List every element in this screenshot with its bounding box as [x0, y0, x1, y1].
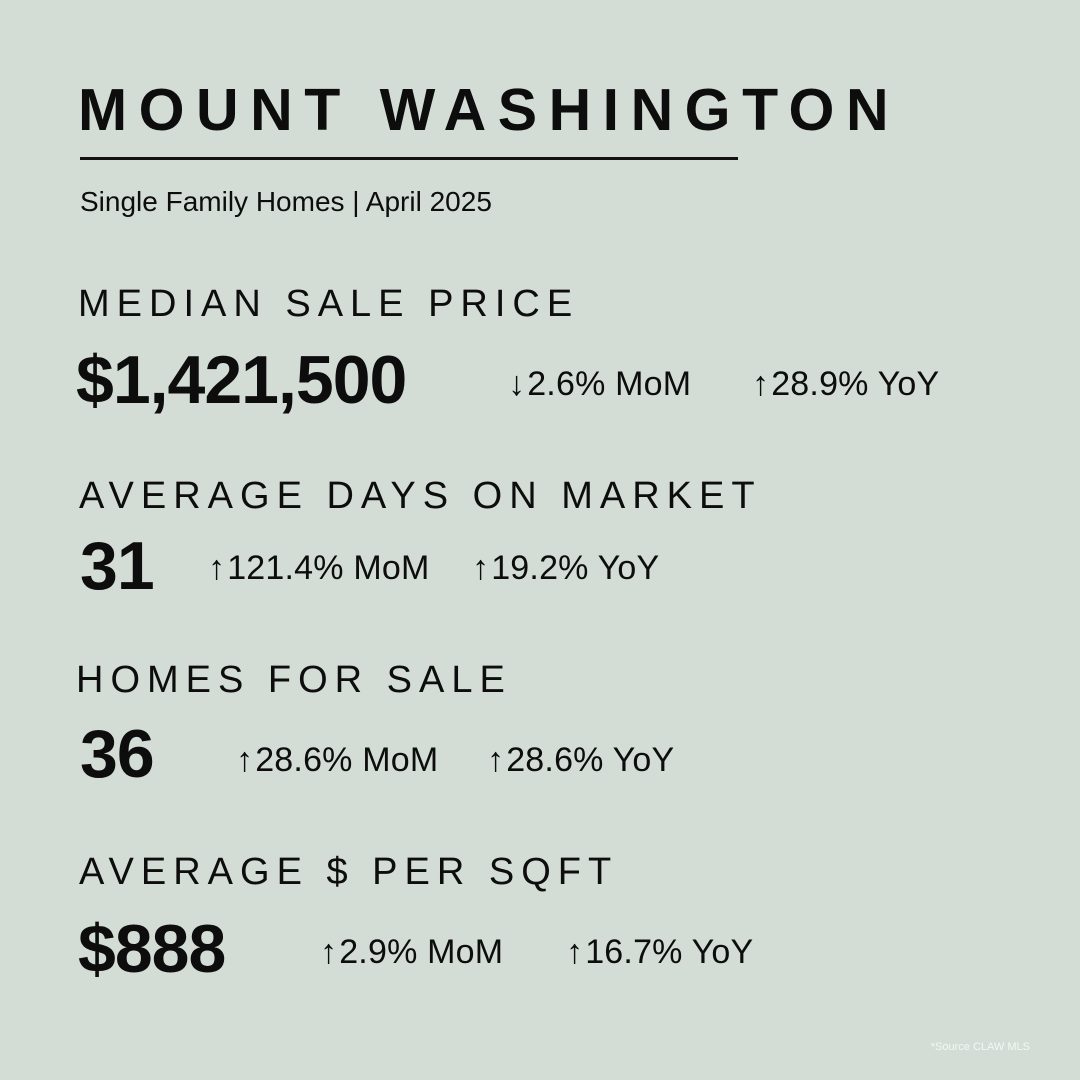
arrow-up-icon: ↑	[566, 933, 584, 971]
median-sale-price-mom	[508, 364, 691, 404]
mom-change-text: 121.4% MoM	[227, 549, 430, 587]
homes-for-sale-label: HOMES FOR SALE	[76, 659, 512, 701]
average-price-per-sqft-label: AVERAGE $ PER SQFT	[79, 851, 619, 893]
yoy-change-text: 28.6% YoY	[506, 741, 675, 779]
source-note: *Source CLAW MLS	[930, 1041, 1030, 1053]
average-days-on-market-mom	[208, 548, 430, 588]
average-days-on-market-yoy	[472, 548, 659, 588]
homes-for-sale-mom	[236, 740, 438, 780]
arrow-up-icon: ↑	[472, 549, 490, 587]
arrow-down-icon: ↓	[508, 365, 526, 403]
average-price-per-sqft-value: $888	[78, 911, 226, 987]
average-price-per-sqft-yoy	[566, 932, 753, 972]
homes-for-sale-yoy	[487, 740, 674, 780]
average-price-per-sqft-mom	[320, 932, 503, 972]
arrow-up-icon: ↑	[752, 365, 770, 403]
arrow-up-icon: ↑	[320, 933, 338, 971]
mom-change-text: 28.6% MoM	[255, 741, 439, 779]
mom-change-text: 2.9% MoM	[339, 933, 504, 971]
arrow-up-icon: ↑	[208, 549, 226, 587]
average-days-on-market-value: 31	[80, 528, 154, 604]
arrow-up-icon: ↑	[236, 741, 254, 779]
median-sale-price-yoy	[752, 364, 939, 404]
median-sale-price-value: $1,421,500	[76, 342, 407, 418]
homes-for-sale-value: 36	[80, 716, 154, 792]
average-days-on-market-label: AVERAGE DAYS ON MARKET	[79, 475, 762, 517]
median-sale-price-label: MEDIAN SALE PRICE	[78, 283, 580, 325]
yoy-change-text: 28.9% YoY	[771, 365, 940, 403]
yoy-change-text: 19.2% YoY	[491, 549, 660, 587]
arrow-up-icon: ↑	[487, 741, 505, 779]
mom-change-text: 2.6% MoM	[527, 365, 692, 403]
title-underline	[80, 157, 738, 160]
yoy-change-text: 16.7% YoY	[585, 933, 754, 971]
page-title: MOUNT WASHINGTON	[78, 77, 901, 143]
page-subtitle: Single Family Homes | April 2025	[80, 186, 492, 217]
